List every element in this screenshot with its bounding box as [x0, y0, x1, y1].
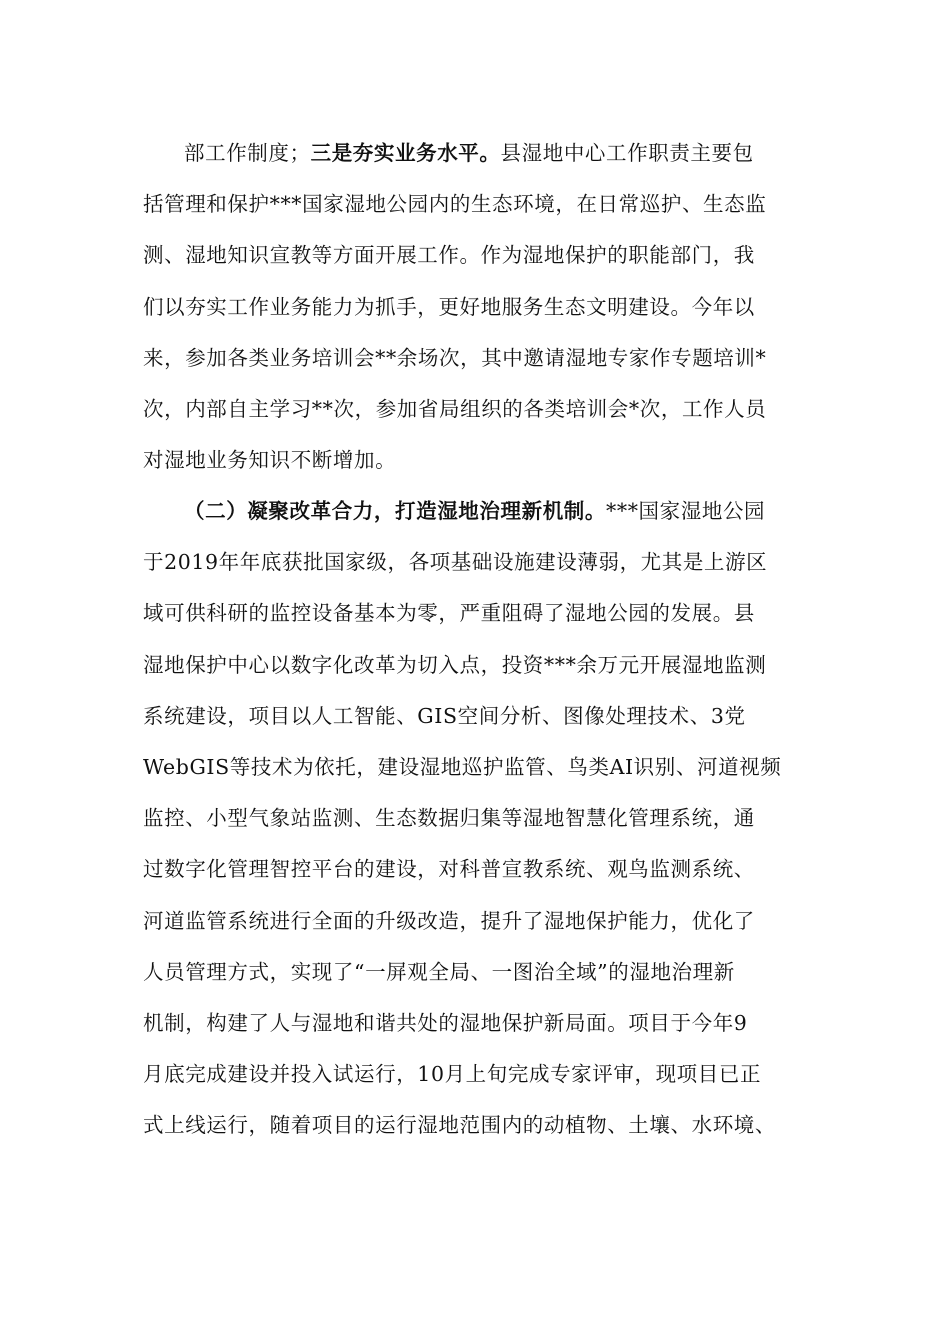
paragraph-2-line	[143, 691, 823, 742]
paragraph-1-line	[143, 333, 823, 384]
bold-text: 三是夯实业务水平。	[310, 141, 501, 165]
body-text: 人员管理方式，实现了“一屏观全局、一图治全域”的湿地治理新	[143, 959, 735, 984]
body-text: 式上线运行，随着项目的运行湿地范围内的动植物、土壤、水环境、	[143, 1113, 776, 1138]
paragraph-2-line	[143, 537, 823, 588]
paragraph-2-line	[143, 844, 823, 895]
body-text: 过数字化管理智控平台的建设，对科普宣教系统、观鸟监测系统、	[143, 857, 755, 882]
paragraph-2-line	[143, 486, 823, 537]
paragraph-2-line	[143, 640, 823, 691]
body-text: 来，参加各类业务培训会**余场次，其中邀请湿地专家作专题培训*	[143, 345, 767, 370]
body-text: 于2019年年底获批国家级，各项基础设施建设薄弱，尤其是上游区	[143, 550, 768, 575]
body-text: 测、湿地知识宣教等方面开展工作。作为湿地保护的职能部门，我	[143, 243, 755, 268]
body-text: 括管理和保护***国家湿地公园内的生态环境，在日常巡护、生态监	[143, 192, 767, 217]
body-text: WebGIS等技术为依托，建设湿地巡护监管、鸟类AI识别、河道视频	[143, 754, 782, 779]
paragraph-2	[143, 486, 823, 1151]
body-text: 县湿地中心工作职责主要包	[500, 141, 754, 165]
body-text: 域可供科研的监控设备基本为零，严重阻碍了湿地公园的发展。县	[143, 601, 755, 626]
body-text: 系统建设，项目以人工智能、GIS空间分析、图像处理技术、3党	[143, 703, 746, 728]
paragraph-2-line	[143, 588, 823, 639]
paragraph-2-line	[143, 1049, 823, 1100]
body-text: 湿地保护中心以数字化改革为切入点，投资***余万元开展湿地监测	[143, 652, 767, 677]
bold-text: （二）凝聚改革合力，打造湿地治理新机制。	[184, 499, 606, 523]
body-text: 对湿地业务知识不断增加。	[143, 448, 397, 473]
paragraph-1-line	[143, 230, 823, 281]
paragraph-1-line	[143, 128, 823, 179]
paragraph-1-line	[143, 384, 823, 435]
paragraph-2-line	[143, 947, 823, 998]
paragraph-2-line	[143, 896, 823, 947]
paragraph-1-line	[143, 435, 823, 486]
body-text: 部工作制度；	[184, 141, 311, 165]
paragraph-2-line	[143, 793, 823, 844]
body-text: 月底完成建设并投入试运行，10月上旬完成专家评审，现项目已正	[143, 1062, 762, 1087]
body-text: 监控、小型气象站监测、生态数据归集等湿地智慧化管理系统，通	[143, 806, 755, 831]
body-text: 机制，构建了人与湿地和谐共处的湿地保护新局面。项目于今年9	[143, 1010, 748, 1035]
paragraph-1-line	[143, 282, 823, 333]
paragraph-1-line	[143, 179, 823, 230]
body-text: 河道监管系统进行全面的升级改造，提升了湿地保护能力，优化了	[143, 908, 755, 933]
paragraph-2-line	[143, 998, 823, 1049]
paragraph-1	[143, 128, 823, 486]
body-text: ***国家湿地公园	[606, 499, 766, 523]
body-text: 们以夯实工作业务能力为抓手，更好地服务生态文明建设。今年以	[143, 294, 755, 319]
paragraph-2-line	[143, 1100, 823, 1151]
paragraph-2-line	[143, 742, 823, 793]
body-text: 次，内部自主学习**次，参加省局组织的各类培训会*次，工作人员	[143, 396, 767, 421]
